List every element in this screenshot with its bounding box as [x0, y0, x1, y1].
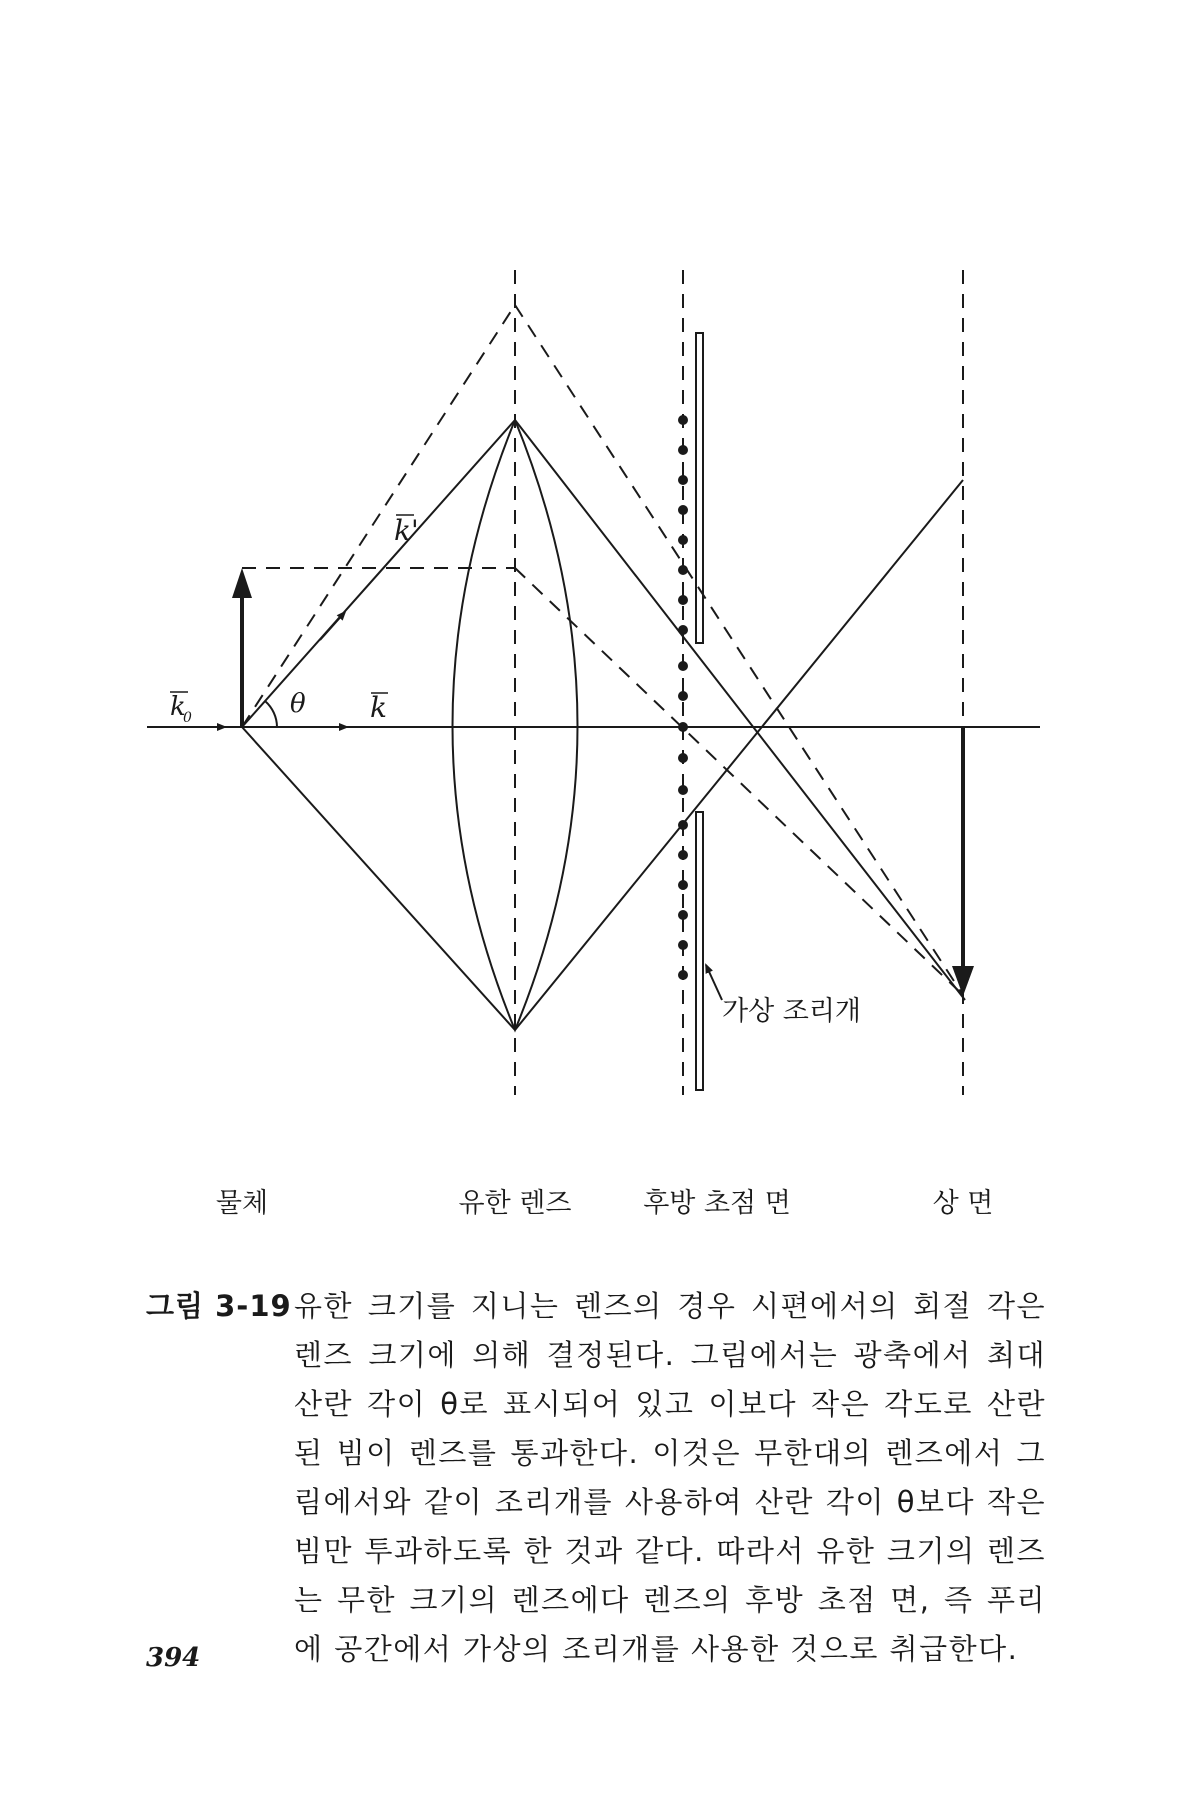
virtual-aperture-label: 가상 조리개: [722, 996, 861, 1027]
ray-object-to-lens-top: [242, 420, 515, 727]
diffraction-spot: [678, 910, 688, 920]
diffraction-spot: [678, 661, 688, 671]
ray-lens-top-to-crossover: [515, 420, 965, 1000]
diffraction-spot: [678, 940, 688, 950]
dashed-ray-tip-to-image: [515, 568, 963, 995]
diffraction-spot: [678, 415, 688, 425]
diffraction-spot: [678, 970, 688, 980]
finite-lens-label: 유한 렌즈: [458, 1188, 572, 1219]
page-number: 394: [146, 1643, 201, 1673]
theta-label: θ: [290, 689, 306, 719]
image-plane-label: 상 면: [932, 1188, 994, 1219]
diffraction-spot: [678, 595, 688, 605]
aperture-plate-top: [696, 333, 703, 643]
k-prime-label: k': [394, 514, 419, 547]
image-arrow-head: [952, 966, 974, 996]
ray-lens-bottom-to-image: [515, 480, 963, 1030]
figure-number: 그림 3-19: [146, 1289, 292, 1323]
solid-rays: [242, 420, 965, 1030]
k0-label: k: [170, 692, 186, 722]
diffraction-spot: [678, 475, 688, 485]
diffraction-spot: [678, 691, 688, 701]
diffraction-spot: [678, 535, 688, 545]
diffraction-spot: [678, 850, 688, 860]
k-prime-arrow: [320, 612, 345, 640]
theta-arc: [265, 701, 277, 727]
k0-subscript: 0: [183, 710, 192, 726]
diffraction-spot: [678, 505, 688, 515]
k-label: k: [370, 691, 387, 724]
dashed-ray-object-up: [242, 305, 515, 727]
ray-object-to-lens-bottom: [242, 727, 515, 1030]
diffraction-spot: [678, 753, 688, 763]
object-arrow-head: [232, 568, 252, 598]
aperture-pointer-line: [706, 965, 722, 1000]
back-focal-plane-label: 후방 초점 면: [643, 1188, 791, 1219]
diffraction-spot: [678, 880, 688, 890]
diffraction-spot: [678, 445, 688, 455]
dashed-ray-down-to-image: [515, 305, 963, 995]
diffraction-spot: [678, 785, 688, 795]
caption-text: 유한 크기를 지니는 렌즈의 경우 시편에서의 회절 각은 렌즈 크기에 의해 결정된다. 그림에서는 광축에서 최대 산란 각이 θ로 표시되어 있고 이보다 작은 각도로 산란된 빔이 렌즈를 통과한다. 이것은 무한대의 렌즈에서 그림에서와 같이 조리개를 사용하여 산란 각이 θ보다 작은 빔만 투과하도록 한 것과 같다. 따라서 유한 크기의 렌즈는 무한 크기의 렌즈에다 렌즈의 후방 초점 면, 즉 푸리에 공간에서 가상의 조리개를 사용한 것으로 취급한다.: [294, 1289, 1046, 1666]
object-label: 물체: [215, 1188, 269, 1219]
dashed-rays: [242, 305, 963, 995]
aperture-plate-bottom: [696, 812, 703, 1090]
figure-caption: [146, 1282, 1046, 1674]
